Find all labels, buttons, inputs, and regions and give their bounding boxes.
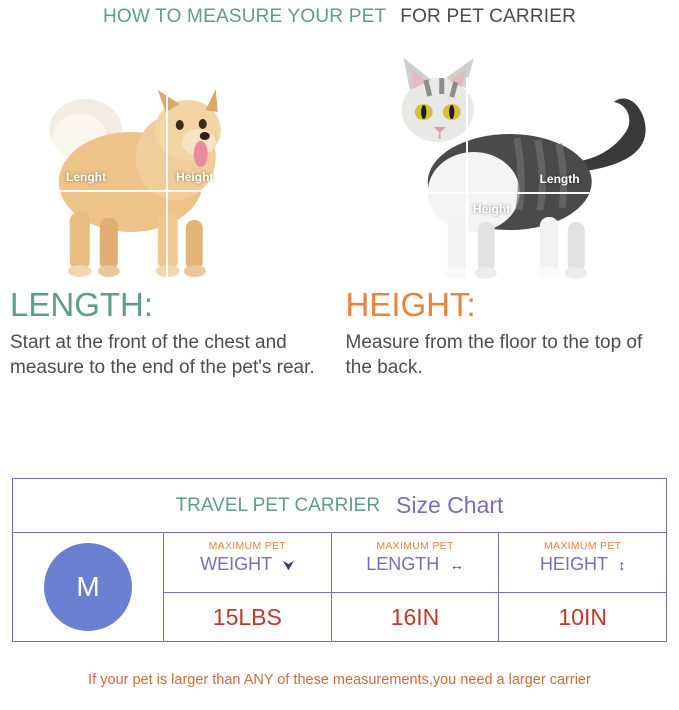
spec-header-length-small: MAXIMUM PET [376,540,454,552]
dog-photo [6,32,340,282]
dog-height-line [166,52,168,282]
page-title-primary: HOW TO MEASURE YOUR PET [102,6,387,27]
cat-height-label: Height [472,202,511,216]
spec-header-height-small: MAXIMUM PET [543,540,622,552]
definition-height-text: Measure from the floor to the top of the back. [345,331,643,379]
dog-length-label: Lenght [66,169,107,184]
definition-height-title: HEIGHT: [345,286,476,323]
size-chart [12,478,667,642]
spec-header-length [332,533,499,593]
spec-columns [164,533,666,641]
cat-height-line [466,77,468,282]
spec-header-weight-small: MAXIMUM PET [208,540,287,552]
size-chart-body [13,533,666,641]
spec-column-length [332,533,500,641]
dog-height-label: Height [176,169,214,184]
horizontal-arrow-icon: ↔ [449,557,464,573]
cat-panel [340,32,674,282]
definitions [0,282,679,380]
definition-length [10,286,334,380]
cat-photo [340,32,674,282]
spec-header-height [499,533,666,593]
definition-length-text: Start at the front of the chest and measure to the end of the pet's rear. [10,331,315,379]
cat-illustration-svg [340,32,674,282]
dog-illustration-svg [6,32,340,282]
spec-column-weight [164,533,332,641]
spec-column-height [499,533,666,641]
definition-length-title: LENGTH: [10,286,154,323]
size-badge: M [44,543,132,631]
dog-panel [6,32,340,282]
cat-length-line [400,192,660,194]
pet-illustrations [0,32,679,282]
spec-header-weight [164,533,331,593]
vertical-arrow-icon: ↕ [618,557,626,573]
size-chart-title-right: Size Chart [396,492,504,518]
spec-value-length: 16IN [390,603,440,630]
size-badge-cell [13,533,164,641]
weight-arrow-icon: ⮟ [282,557,295,573]
spec-value-weight: 15LBS [212,603,282,630]
page-title [0,0,679,32]
definition-height [334,286,670,380]
spec-header-length-big: LENGTH [366,554,440,574]
size-chart-title [13,479,666,533]
dog-length-line [19,190,326,192]
cat-length-label: Length [539,172,580,186]
size-chart-title-left: TRAVEL PET CARRIER [175,494,381,516]
spec-header-height-big: HEIGHT [539,554,608,574]
spec-header-weight-big: WEIGHT [200,554,273,574]
footnote: If your pet is larger than ANY of these measurements,you need a larger carrier [88,672,591,688]
spec-value-height: 10IN [558,603,607,630]
page-title-secondary: FOR PET CARRIER [400,6,577,27]
